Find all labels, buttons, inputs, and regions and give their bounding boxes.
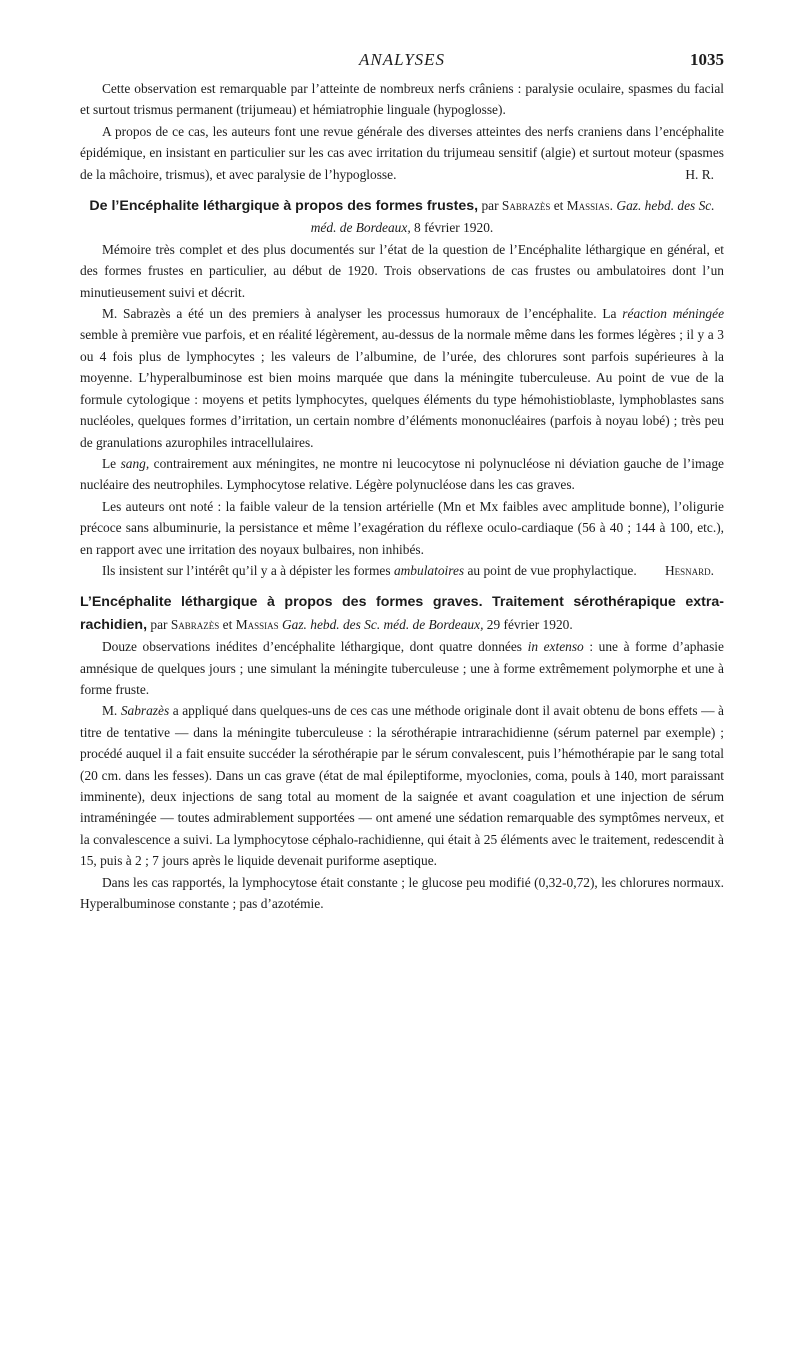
author-name: Sabrazès <box>501 198 551 214</box>
emphasis: réaction méningée <box>622 306 725 322</box>
publication-date: 8 février 1920. <box>414 220 494 236</box>
text-run: Le <box>102 455 117 471</box>
paragraph <box>80 700 724 871</box>
and-word: et <box>222 616 233 632</box>
paragraph: Dans les cas rapportés, la lymphocytose était constante ; le glucose peu modifié (0,32-0,72), les chlorures normaux. Hyperalbuminose constante ; pas d’azotémie. <box>80 874 724 912</box>
text-run: : une à forme d’aphasie amnésique de quelques jours ; une simulant la méningite tuberculeuse ; une à forme extrêmement polymorphe et une à forme fruste. <box>80 639 724 697</box>
text-run: M. <box>102 703 118 719</box>
by-word: par <box>481 198 499 214</box>
article-title: De l’Encéphalite léthargique à propos des formes frustes, <box>89 198 479 215</box>
review-formes-frustes <box>80 195 724 581</box>
page-number: 1035 <box>690 50 724 69</box>
article-heading <box>80 591 724 636</box>
reviewer-signature: H. R. <box>685 166 714 182</box>
article-title: L’Encéphalite léthargique à propos des formes graves. Traitement sérothérapique extra-rachidien, <box>80 594 724 633</box>
running-head <box>80 48 724 78</box>
running-head-title: ANALYSES <box>358 50 446 69</box>
text-run: au point de vue prophylactique. <box>467 562 637 578</box>
text-run: Douze observations inédites d’encéphalite léthargique, dont quatre données <box>102 639 522 655</box>
text-run: semble à première vue parfois, et en réalité légèrement, au-dessus de la normale même dans les formes légères ; il y a 3 ou 4 fois plus de lymphocytes ; les valeurs de l’albumine, de l’urée, des chlorures sont parfois supérieures à la moyenne. L’hyperalbuminose est bien moins marquée que dans la méningite tuberculeuse. Au point de vue de la formule cytologique : moyens et petits lymphocytes, quelques éléments du type hémohistioblaste, lymphoblastes sans nucléoles, quelques formes d’irritation, un certain nombre d’éléments mononucléaires (parfois à noyau lobé) ; très peu de granulations azurophiles intracellulaires. <box>80 327 724 450</box>
paragraph: Cette observation est remarquable par l’atteinte de nombreux nerfs crâniens : paralysie oculaire, spasmes du facial et surtout trismus permanent (trijumeau) et hémiatrophie linguale (hypoglosse). <box>80 81 724 118</box>
by-word: par <box>150 616 168 632</box>
paragraph <box>80 453 724 496</box>
review-formes-graves <box>80 591 724 914</box>
text-run: Ils insistent sur l’intérêt qu’il y a à dépister les formes <box>102 562 391 578</box>
text-run: M. Sabrazès a été un des premiers à analyser les processus humoraux de l’encéphalite. La <box>102 306 617 322</box>
author-name: Massias. <box>566 198 614 214</box>
article-heading <box>80 195 724 239</box>
journal-name: Gaz. hebd. des Sc. méd. de Bordeaux, <box>310 198 715 236</box>
emphasis: Sabrazès <box>120 703 170 719</box>
text-run: a appliqué dans quelques-uns de ces cas une méthode originale dont il avait obtenu de bons effets — à titre de tentative — dans la méningite tuberculeuse : la sérothérapie intrarachidienne (sérum paternel par exemple) ; procédé auquel il a fait ensuite succéder la sérothérapie par le sérum convalescent, puis l’hémothérapie par le sang total (20 cm. dans les fesses). Dans un cas grave (état de mal épileptiforme, myoclonies, coma, pouls à 140, mort paraissant imminente), deux injections de sang total au moment de la saignée et avant coagulation et une injection de sérum intraméningée — toutes admirablement supportées — ont amené une sédation remarquable des symptômes nerveux, et la convalescence a suivi. La lymphocytose céphalo-rachidienne, qui était à 25 éléments avec le traitement, redescendit à 15, puis à 2 ; 7 jours après le liquide devenait puriforme aseptique. <box>80 703 724 869</box>
emphasis: in extenso <box>527 639 584 655</box>
paragraph: Les auteurs ont noté : la faible valeur de la tension artérielle (Mn et Mx faibles avec amplitude bonne), l’oligurie précoce sans albuminurie, la persistance et même l’exagération du réflexe oculo-cardiaque (56 à 40 ; 144 à 100, etc.), en rapport avec une irritation des noyaux bulbaires, non inhibés. <box>80 498 724 557</box>
text-run: contrairement aux méningites, ne montre ni leucocytose ni polynucléose ni déviation gauche de l’image nucléaire des neutrophiles. Lymphocytose relative. Légère polynucléose dans les cas graves. <box>80 455 724 493</box>
journal-name: Gaz. hebd. des Sc. méd. de Bordeaux, <box>281 616 484 632</box>
paragraph <box>80 121 724 185</box>
publication-date: 29 février 1920. <box>486 616 573 632</box>
paragraph <box>80 303 724 453</box>
author-name: Massias <box>235 616 279 632</box>
previous-review-end <box>80 78 724 185</box>
paragraph: Mémoire très complet et des plus documentés sur l’état de la question de l’Encéphalite léthargique en général, et des formes frustes en particulier, au début de 1920. Trois observations de cas frustes ou ambulatoires dont l’un minutieusement suivi et décrit. <box>80 241 724 300</box>
and-word: et <box>553 198 564 214</box>
emphasis: sang, <box>120 455 150 471</box>
author-name: Sabrazès <box>170 616 220 632</box>
emphasis: ambulatoires <box>393 562 465 578</box>
paragraph <box>80 560 724 581</box>
paragraph <box>80 636 724 700</box>
paragraph-text: A propos de ce cas, les auteurs font une revue générale des diverses atteintes des nerfs craniens dans l’encéphalite épidémique, en insistant en particulier sur les cas avec irritation du trijumeau sensitif (algie) et surtout moteur (spasmes de la mâchoire, trismus), et avec paralysie de l’hypoglosse. <box>80 123 724 182</box>
reviewer-signature: Hesnard. <box>664 562 714 578</box>
